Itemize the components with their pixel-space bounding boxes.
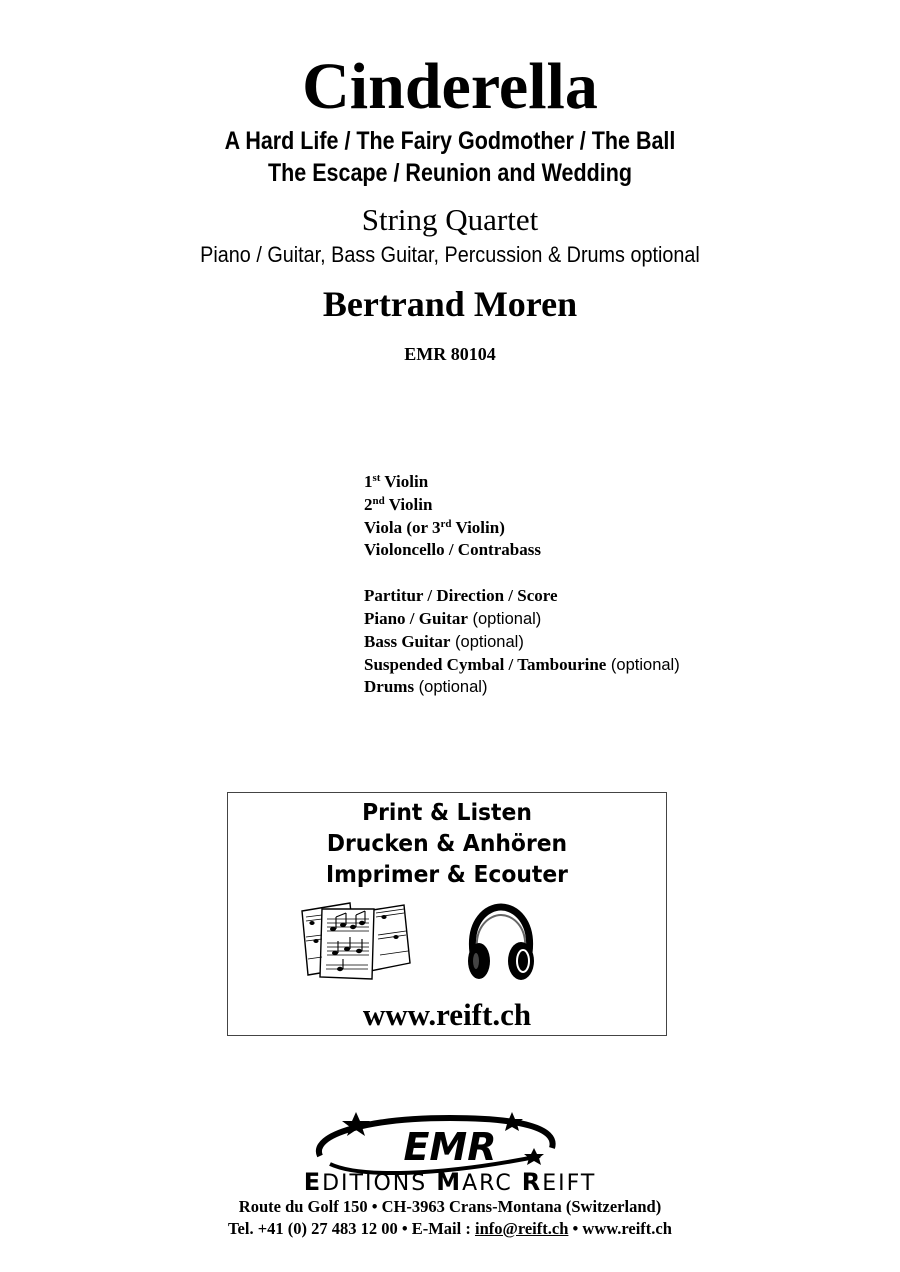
part-violin-1: 1st Violin — [364, 472, 429, 491]
svg-text:EMR: EMR — [403, 1125, 497, 1169]
composer-name: Bertrand Moren — [322, 284, 578, 324]
cover-title: Cinderella — [302, 50, 598, 123]
part-score: Partitur / Direction / Score — [364, 586, 558, 606]
headphones-icon — [465, 903, 537, 983]
promo-line-de: Drucken & Anhören — [326, 831, 568, 857]
part-viola: Viola (or 3rd Violin) — [364, 517, 505, 537]
email-link[interactable]: info@reift.ch — [474, 1219, 569, 1238]
part-drums: Drums (optional) — [364, 677, 488, 697]
print-listen-box — [227, 792, 667, 1036]
parts-list — [364, 471, 680, 699]
publisher-name: EDITIONS MARC REIFT — [303, 1168, 597, 1196]
optional-instruments-label: Piano / Guitar, Bass Guitar, Percussion & Drums optional — [200, 242, 700, 267]
part-piano-guitar: Piano / Guitar (optional) — [364, 608, 542, 628]
publisher-address: Route du Golf 150 • CH-3963 Crans-Montana (Switzerland) — [238, 1197, 662, 1216]
web-link[interactable]: • www.reift.ch — [568, 1219, 672, 1238]
promo-line-en: Print & Listen — [362, 800, 532, 826]
sheet-music-icon — [300, 901, 412, 981]
ensemble-label: String Quartet — [361, 202, 539, 237]
part-percussion: Suspended Cymbal / Tambourine (optional) — [364, 654, 680, 674]
catalog-number: EMR 80104 — [404, 344, 496, 364]
part-bass-guitar: Bass Guitar (optional) — [364, 631, 524, 651]
promo-line-fr: Imprimer & Ecouter — [326, 862, 568, 888]
publisher-contact: Tel. +41 (0) 27 483 12 00 • E-Mail : info@reift.ch • www.reift.ch — [228, 1219, 672, 1238]
subtitle-line-1: A Hard Life / The Fairy Godmother / The Ball — [224, 127, 676, 155]
promo-url: www.reift.ch — [362, 997, 532, 1032]
part-violin-2: 2nd Violin — [364, 494, 433, 514]
subtitle-line-2: The Escape / Reunion and Wedding — [268, 159, 632, 187]
part-violoncello: Violoncello / Contrabass — [364, 540, 541, 560]
